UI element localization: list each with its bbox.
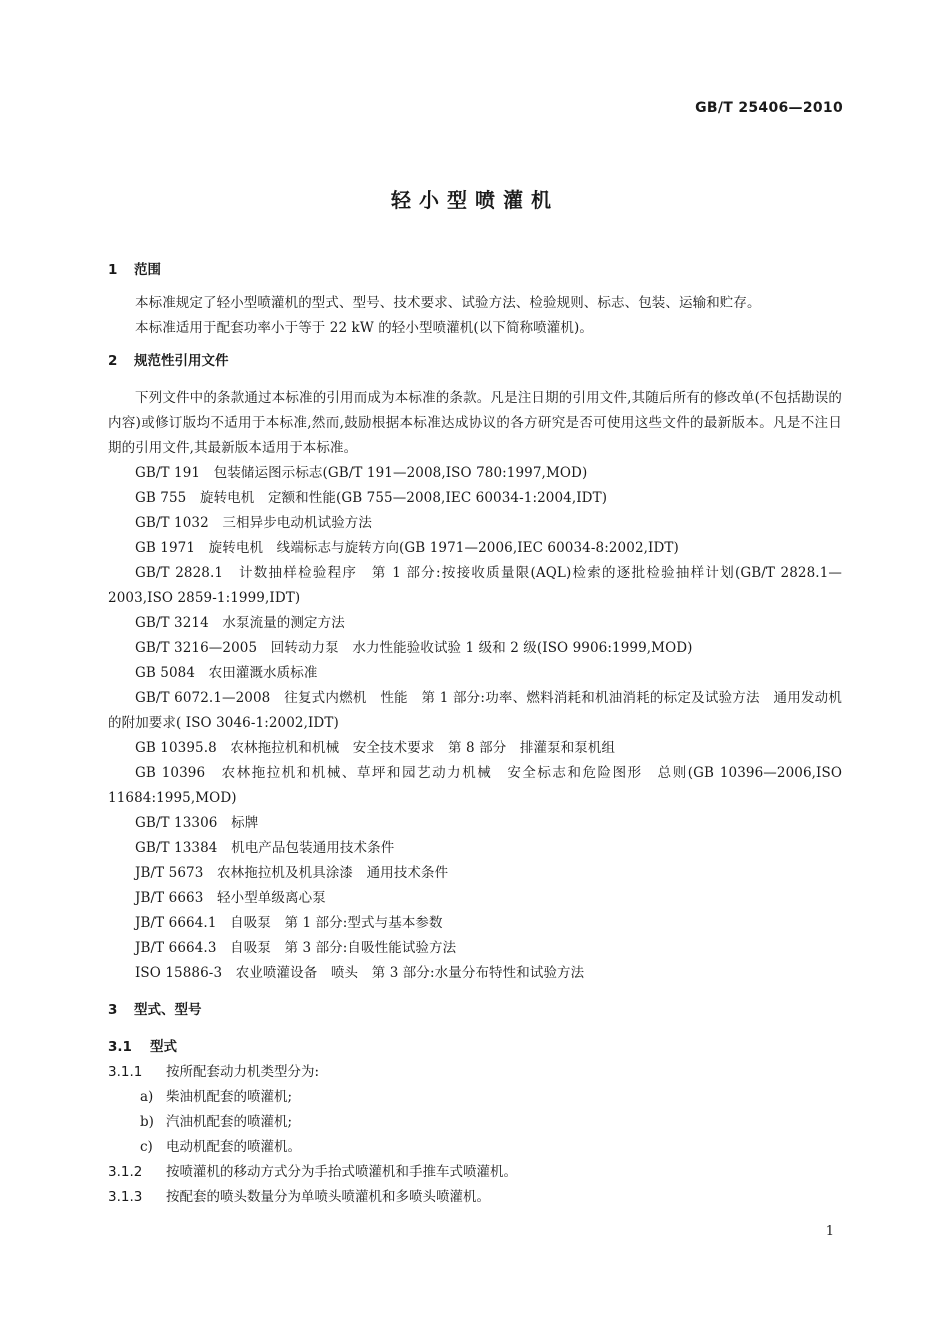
section-title: 规范性引用文件 [134,353,229,369]
clause-number: 3.1.2 [108,1164,143,1180]
reference-item: GB 755 旋转电机 定额和性能(GB 755—2008,IEC 60034-1:2004,IDT) [135,490,608,506]
list-marker: a) [140,1089,154,1105]
section-title: 型式、型号 [134,1002,202,1018]
clause-number: 3.1.3 [108,1189,143,1205]
list-marker: c) [140,1139,153,1155]
reference-item: GB/T 13306 标牌 [135,815,259,831]
subsection-title: 型式 [150,1039,177,1055]
scope-paragraph: 本标准规定了轻小型喷灌机的型式、型号、技术要求、试验方法、检验规则、标志、包装、运输和贮存。 [135,295,761,311]
document-body [108,258,842,1210]
reference-item: GB 10395.8 农林拖拉机和机械 安全技术要求 第 8 部分 排灌泵和泵机组 [135,740,616,756]
reference-item: JB/T 6663 轻小型单级离心泵 [135,890,326,906]
section-number: 1 [108,262,118,278]
section-title: 范围 [134,262,161,278]
reference-item: ISO 15886-3 农业喷灌设备 喷头 第 3 部分:水量分布特性和试验方法 [135,965,585,981]
clause-text: 按喷灌机的移动方式分为手抬式喷灌机和手推车式喷灌机。 [166,1164,517,1180]
list-item [108,1085,842,1110]
clause-text: 按配套的喷头数量分为单喷头喷灌机和多喷头喷灌机。 [166,1189,490,1205]
reference-item: GB/T 2828.1 计数抽样检验程序 第 1 部分:按接收质量限(AQL)检索的逐批检验抽样计划(GB/T 2828.1—2003,ISO 2859-1:1999,IDT) [108,565,842,606]
reference-item: GB/T 6072.1—2008 往复式内燃机 性能 第 1 部分:功率、燃料消耗和机油消耗的标定及试验方法 通用发动机的附加要求( ISO 3046-1:2002,IDT) [108,690,842,731]
reference-item: GB/T 1032 三相异步电动机试验方法 [135,515,373,531]
reference-item: GB 1971 旋转电机 线端标志与旋转方向(GB 1971—2006,IEC 60034-8:2002,IDT) [135,540,679,556]
reference-item: JB/T 6664.3 自吸泵 第 3 部分:自吸性能试验方法 [135,940,457,956]
subsection-3-1-heading [108,1035,842,1060]
scope-paragraph: 本标准适用于配套功率小于等于 22 kW 的轻小型喷灌机(以下简称喷灌机)。 [135,320,593,336]
reference-item: GB/T 3214 水泵流量的测定方法 [135,615,345,631]
page-number: 1 [825,1224,834,1239]
subsection-number: 3.1 [108,1039,132,1055]
section-number: 2 [108,353,118,369]
document-title: 轻小型喷灌机 [391,188,559,212]
list-item [108,1110,842,1135]
reference-item: GB 10396 农林拖拉机和机械、草坪和园艺动力机械 安全标志和危险图形 总则(GB 10396—2006,ISO 11684:1995,MOD) [108,765,842,806]
section-number: 3 [108,1002,118,1018]
list-marker: b) [140,1114,154,1130]
reference-item: GB/T 13384 机电产品包装通用技术条件 [135,840,395,856]
section-1-heading [108,258,842,283]
reference-item: JB/T 6664.1 自吸泵 第 1 部分:型式与基本参数 [135,915,443,931]
section-2-heading [108,349,842,374]
list-item-text: 柴油机配套的喷灌机; [166,1089,293,1105]
clause-3-1-2 [108,1160,842,1185]
clause-3-1-1 [108,1060,842,1085]
reference-item: GB/T 191 包装储运图示标志(GB/T 191—2008,ISO 780:1997,MOD) [135,465,588,481]
clause-number: 3.1.1 [108,1064,143,1080]
references-intro: 下列文件中的条款通过本标准的引用而成为本标准的条款。凡是注日期的引用文件,其随后所有的修改单(不包括勘误的内容)或修订版均不适用于本标准,然而,鼓励根据本标准达成协议的各方研究是否可使用这些文件的最新版本。凡是不注日期的引用文件,其最新版本适用于本标准。 [108,390,842,456]
list-item [108,1135,842,1160]
section-3-heading [108,998,842,1023]
reference-item: GB/T 3216—2005 回转动力泵 水力性能验收试验 1 级和 2 级(ISO 9906:1999,MOD) [135,640,693,656]
reference-item: GB 5084 农田灌溉水质标准 [135,665,318,681]
clause-text: 按所配套动力机类型分为: [166,1064,320,1080]
list-item-text: 电动机配套的喷灌机。 [166,1139,301,1155]
list-item-text: 汽油机配套的喷灌机; [166,1114,293,1130]
standard-code: GB/T 25406—2010 [695,100,843,116]
reference-item: JB/T 5673 农林拖拉机及机具涂漆 通用技术条件 [135,865,449,881]
clause-3-1-3 [108,1185,842,1210]
